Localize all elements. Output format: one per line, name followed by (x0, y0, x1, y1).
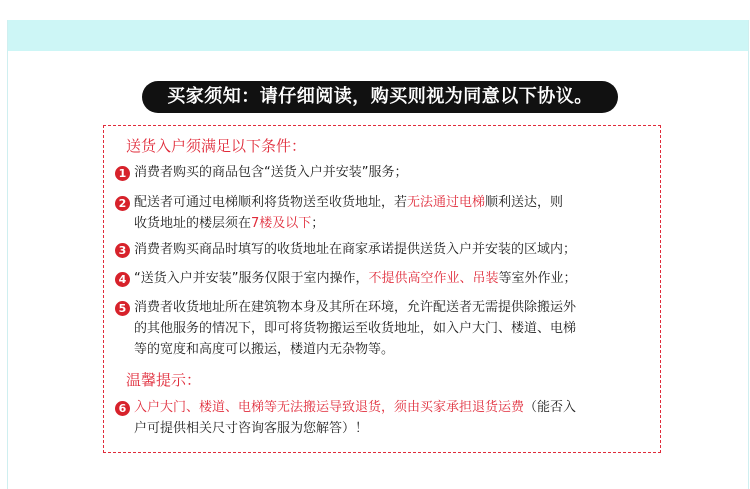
condition-item-4 (115, 268, 655, 289)
tip-text: 户可提供相关尺寸咨询客服为您解答）！ (134, 421, 369, 436)
number-badge: 6 (115, 401, 130, 416)
tips-heading: 温馨提示： (126, 371, 202, 389)
highlight-text: 无法通过电梯 (407, 195, 486, 210)
number-badge: 4 (115, 272, 130, 287)
buyer-notice-banner: 买家须知：请仔细阅读，购买则视为同意以下协议。 (142, 81, 618, 113)
condition-text: 的其他服务的情况下，即可将货物搬运至收货地址，如入户大门、楼道、电梯 (134, 321, 577, 336)
condition-text: 顺利送达，则 (485, 195, 564, 210)
condition-item-5 (115, 297, 655, 360)
conditions-heading: 送货入户须满足以下条件： (126, 137, 307, 155)
left-border (7, 20, 8, 489)
tip-item (115, 397, 655, 439)
number-badge: 2 (115, 196, 130, 211)
number-badge: 5 (115, 301, 130, 316)
condition-text: 等的宽度和高度可以搬运，楼道内无杂物等。 (134, 342, 395, 357)
tip-text: （能否入 (524, 400, 577, 415)
conditions-box (103, 125, 661, 453)
condition-item-2 (115, 192, 655, 234)
condition-text: 消费者购买商品时填写的收货地址在商家承诺提供送货入户并安装的区域内； (134, 242, 577, 257)
condition-text: 消费者购买的商品包含“送货入户并安装”服务； (134, 165, 408, 180)
condition-item-3 (115, 239, 655, 260)
right-border (748, 20, 749, 489)
highlight-text: 不提供高空作业、吊装 (368, 271, 499, 286)
number-badge: 1 (115, 166, 130, 181)
condition-text: 等室外作业； (498, 271, 577, 286)
highlight-text: 7楼及以下 (251, 216, 312, 231)
condition-text: 配送者可通过电梯顺利将货物送至收货地址，若 (134, 195, 408, 210)
condition-text: ； (311, 216, 325, 231)
number-badge: 3 (115, 243, 130, 258)
top-band (7, 20, 749, 51)
condition-text: “送货入户并安装”服务仅限于室内操作， (134, 271, 369, 286)
condition-item-1 (115, 162, 655, 183)
highlight-text: 入户大门、楼道、电梯等无法搬运导致退货，须由买家承担退货运费 (134, 400, 525, 415)
condition-text: 消费者收货地址所在建筑物本身及其所在环境，允许配送者无需提供除搬运外 (134, 300, 577, 315)
condition-text: 收货地址的楼层须在 (134, 216, 252, 231)
